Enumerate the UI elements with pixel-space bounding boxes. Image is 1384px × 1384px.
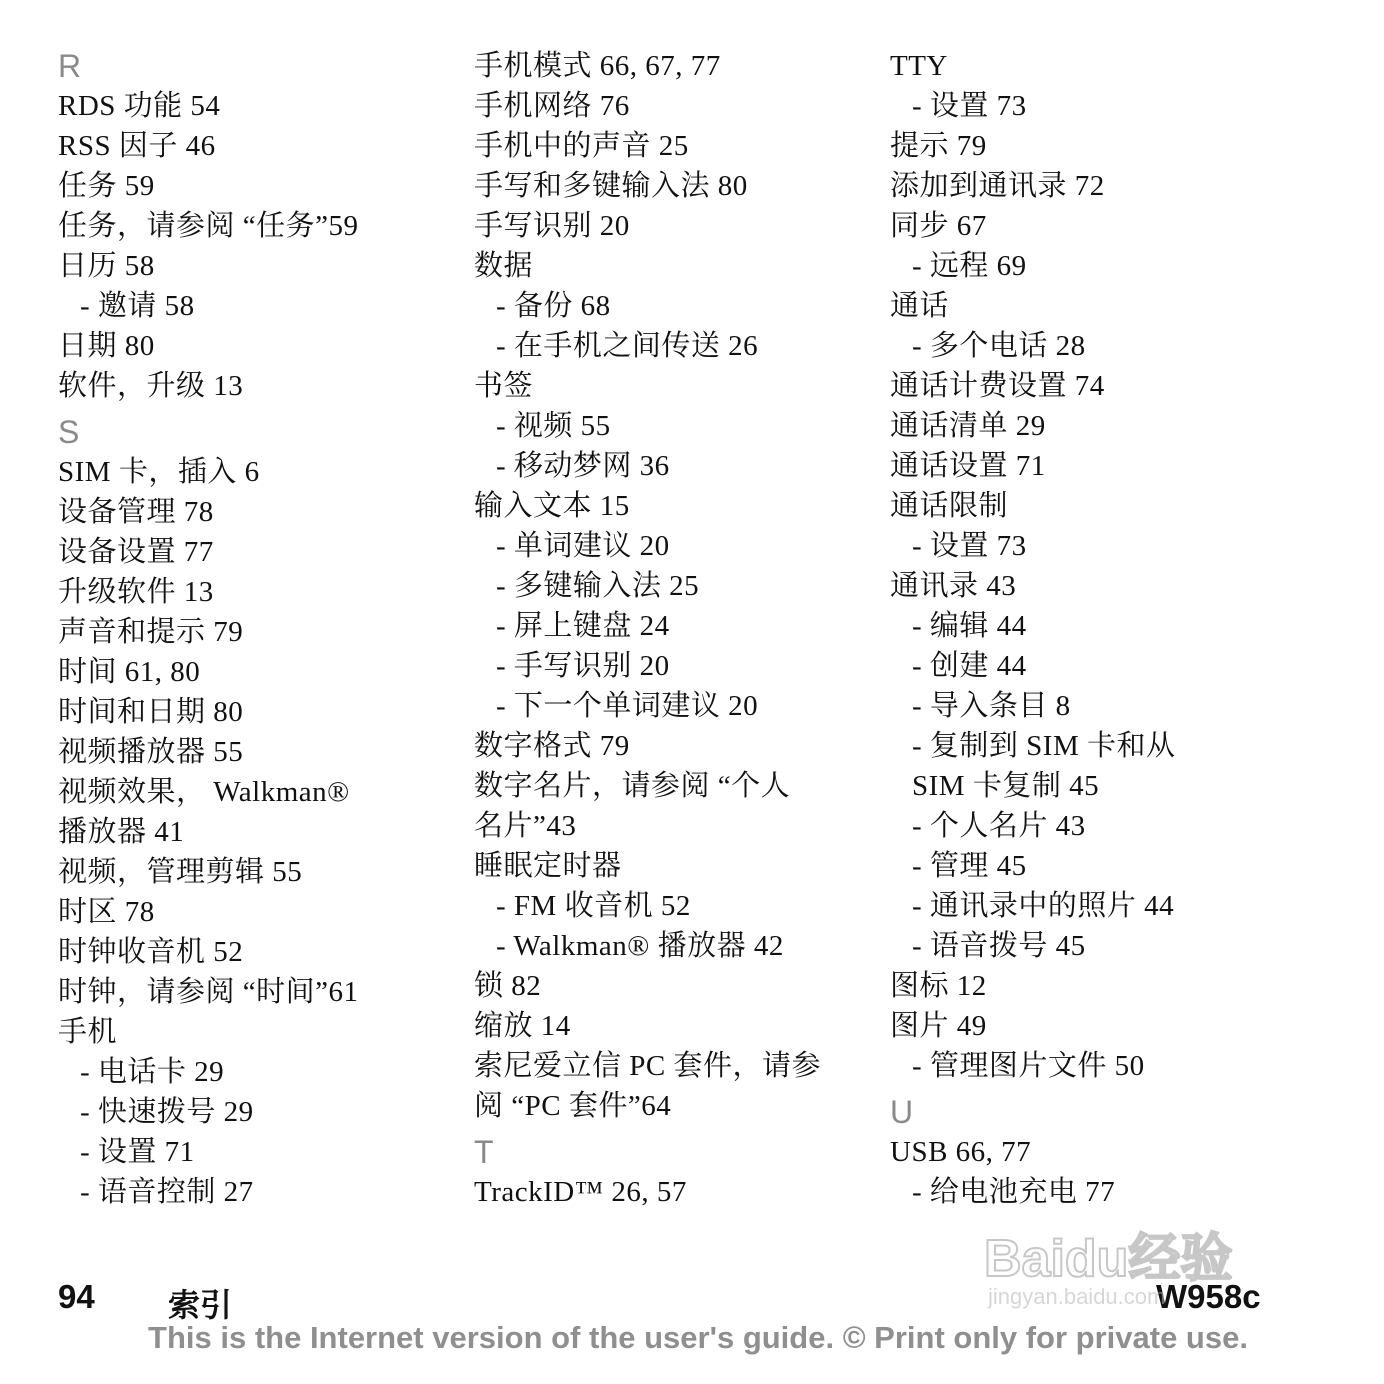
index-subentry: - 个人名片 43 xyxy=(912,810,1086,842)
index-entry: 手机中的声音 25 xyxy=(474,130,689,162)
index-subentry: - 导入条目 8 xyxy=(912,690,1071,722)
index-entry: 数字名片，请参阅 “个人 xyxy=(474,770,791,802)
index-entry: 时间和日期 80 xyxy=(58,696,244,728)
index-entry: 输入文本 15 xyxy=(474,490,630,522)
index-subentry: - 语音控制 27 xyxy=(80,1176,254,1208)
index-subentry: - 快速拨号 29 xyxy=(80,1096,254,1128)
index-letter-heading: U xyxy=(890,1094,914,1130)
watermark-brand: Baidu经验 xyxy=(984,1230,1233,1288)
index-subentry: - 下一个单词建议 20 xyxy=(496,690,759,722)
index-entry: 索尼爱立信 PC 套件，请参 xyxy=(474,1050,821,1082)
watermark-logo xyxy=(984,1196,1304,1316)
index-subentry: - 多键输入法 25 xyxy=(496,570,700,602)
index-entry: TTY xyxy=(890,50,948,82)
index-entry: 时间 61, 80 xyxy=(58,656,201,688)
index-subentry: - 管理图片文件 50 xyxy=(912,1050,1145,1082)
index-entry: 手写和多键输入法 80 xyxy=(474,170,748,202)
index-entry: 时钟收音机 52 xyxy=(58,936,244,968)
index-entry: USB 66, 77 xyxy=(890,1136,1032,1168)
index-entry: 通话 xyxy=(890,290,950,322)
index-subentry: - FM 收音机 52 xyxy=(496,890,691,922)
index-entry: SIM 卡，插入 6 xyxy=(58,456,260,488)
index-subentry: - 手写识别 20 xyxy=(496,650,670,682)
index-entry: 任务 59 xyxy=(58,170,155,202)
index-subentry: - 屏上键盘 24 xyxy=(496,610,670,642)
index-entry: 阅 “PC 套件”64 xyxy=(474,1090,672,1122)
index-entry: 通话计费设置 74 xyxy=(890,370,1105,402)
index-entry: RDS 功能 54 xyxy=(58,90,221,122)
index-subentry: - 创建 44 xyxy=(912,650,1027,682)
index-entry: 添加到通讯录 72 xyxy=(890,170,1105,202)
index-column-2 xyxy=(474,46,874,1212)
index-entry: 手机模式 66, 67, 77 xyxy=(474,50,721,82)
index-entry: 时区 78 xyxy=(58,896,155,928)
index-subentry: - 复制到 SIM 卡和从 xyxy=(912,730,1176,762)
index-letter-heading: S xyxy=(58,414,80,450)
index-entry: TrackID™ 26, 57 xyxy=(474,1176,687,1208)
index-subentry: - 通讯录中的照片 44 xyxy=(912,890,1175,922)
page-number: 94 xyxy=(58,1278,95,1315)
usage-note: This is the Internet version of the user's guide. © Print only for private use. xyxy=(148,1320,1248,1355)
index-letter-heading: T xyxy=(474,1134,494,1170)
model-name: W958c xyxy=(1156,1278,1261,1315)
index-entry: 通话限制 xyxy=(890,490,1009,522)
index-subentry: - 管理 45 xyxy=(912,850,1027,882)
index-entry: 数字格式 79 xyxy=(474,730,630,762)
index-entry: 名片”43 xyxy=(474,810,577,842)
index-entry: 睡眠定时器 xyxy=(474,850,622,882)
index-entry: 锁 82 xyxy=(474,970,542,1002)
index-entry: RSS 因子 46 xyxy=(58,130,216,162)
index-entry: 声音和提示 79 xyxy=(58,616,244,648)
index-entry: 通话设置 71 xyxy=(890,450,1046,482)
index-entry: 通讯录 43 xyxy=(890,570,1017,602)
index-entry: 日期 80 xyxy=(58,330,155,362)
index-entry: 数据 xyxy=(474,250,534,282)
index-subentry: SIM 卡复制 45 xyxy=(912,770,1100,802)
index-entry: 视频，管理剪辑 55 xyxy=(58,856,303,888)
index-subentry: - 给电池充电 77 xyxy=(912,1176,1116,1208)
index-entry: 手写识别 20 xyxy=(474,210,630,242)
index-subentry: - Walkman® 播放器 42 xyxy=(496,930,784,962)
index-entry: 设备管理 78 xyxy=(58,496,214,528)
index-subentry: - 移动梦网 36 xyxy=(496,450,670,482)
index-entry: 软件，升级 13 xyxy=(58,370,244,402)
index-subentry: - 电话卡 29 xyxy=(80,1056,225,1088)
index-entry: 手机 xyxy=(58,1016,118,1048)
index-entry: 提示 79 xyxy=(890,130,987,162)
index-subentry: - 邀请 58 xyxy=(80,290,195,322)
index-subentry: - 备份 68 xyxy=(496,290,611,322)
index-column-3 xyxy=(890,46,1290,1212)
index-entry: 时钟，请参阅 “时间”61 xyxy=(58,976,359,1008)
index-subentry: - 单词建议 20 xyxy=(496,530,670,562)
index-entry: 图片 49 xyxy=(890,1010,987,1042)
index-entry: 播放器 41 xyxy=(58,816,185,848)
index-entry: 设备设置 77 xyxy=(58,536,214,568)
index-subentry: - 视频 55 xyxy=(496,410,611,442)
index-subentry: - 远程 69 xyxy=(912,250,1027,282)
index-subentry: - 设置 71 xyxy=(80,1136,195,1168)
index-subentry: - 在手机之间传送 26 xyxy=(496,330,759,362)
index-subentry: - 语音拨号 45 xyxy=(912,930,1086,962)
index-entry: 视频播放器 55 xyxy=(58,736,244,768)
index-entry: 升级软件 13 xyxy=(58,576,214,608)
index-entry: 书签 xyxy=(474,370,534,402)
index-column-1 xyxy=(58,46,458,1212)
index-entry: 日历 58 xyxy=(58,250,155,282)
index-entry: 任务，请参阅 “任务”59 xyxy=(58,210,359,242)
section-title: 索引 xyxy=(168,1286,233,1324)
index-entry: 视频效果， Walkman® xyxy=(58,776,350,808)
watermark-url: jingyan.baidu.com xyxy=(988,1284,1166,1309)
index-entry: 手机网络 76 xyxy=(474,90,630,122)
index-entry: 图标 12 xyxy=(890,970,987,1002)
index-entry: 同步 67 xyxy=(890,210,987,242)
index-subentry: - 设置 73 xyxy=(912,90,1027,122)
index-letter-heading: R xyxy=(58,48,82,84)
index-entry: 缩放 14 xyxy=(474,1010,571,1042)
index-entry: 通话清单 29 xyxy=(890,410,1046,442)
index-subentry: - 编辑 44 xyxy=(912,610,1027,642)
index-subentry: - 设置 73 xyxy=(912,530,1027,562)
index-subentry: - 多个电话 28 xyxy=(912,330,1086,362)
